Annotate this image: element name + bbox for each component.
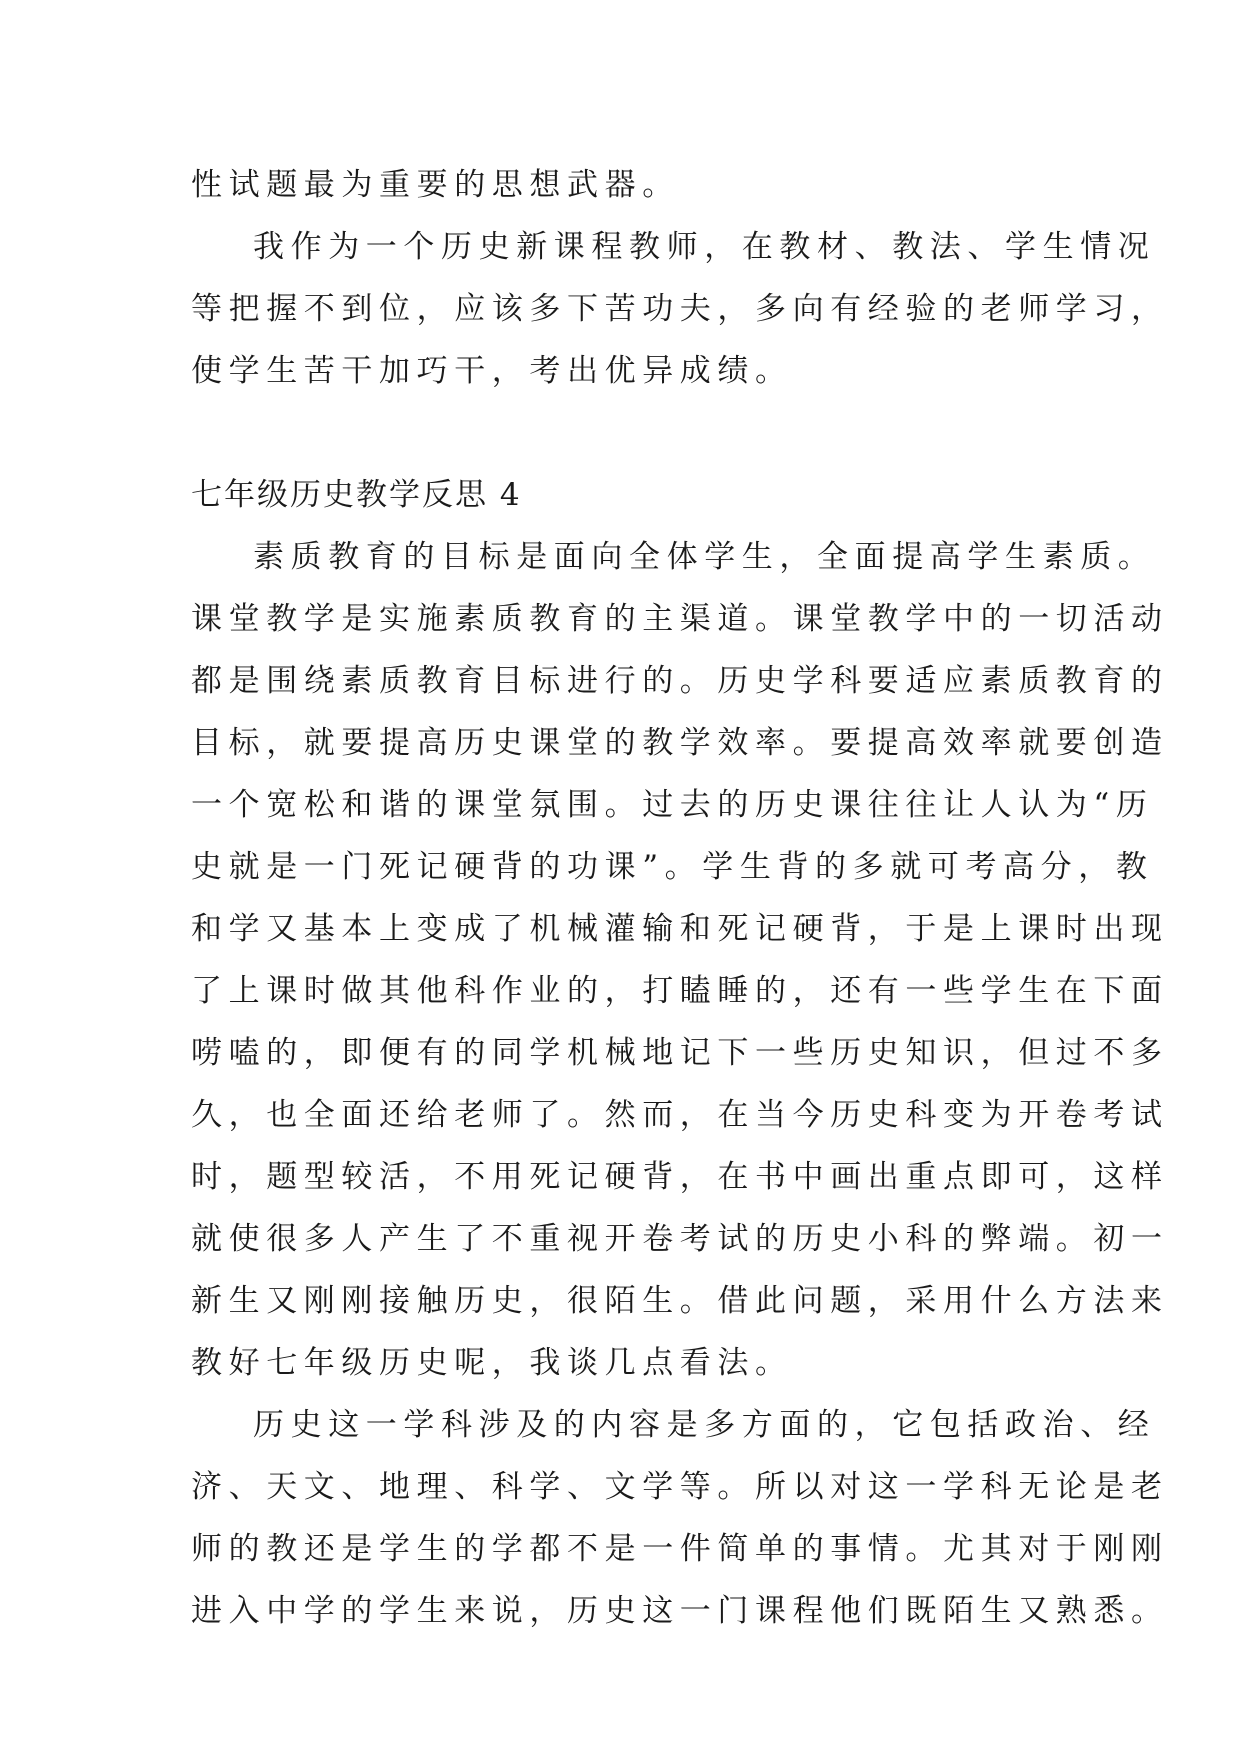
text-line: 目标，就要提高历史课堂的教学效率。要提高效率就要创造: [191, 725, 1169, 761]
text-line: 时，题型较活，不用死记硬背，在书中画出重点即可，这样: [191, 1159, 1169, 1195]
text-line: 久，也全面还给老师了。然而，在当今历史科变为开卷考试: [191, 1097, 1169, 1133]
paragraph-first-line: 历史这一学科涉及的内容是多方面的，它包括政治、经: [253, 1407, 1156, 1443]
text-line: 了上课时做其他科作业的，打瞌睡的，还有一些学生在下面: [191, 973, 1169, 1009]
text-line: 师的教还是学生的学都不是一件简单的事情。尤其对于刚刚: [191, 1531, 1169, 1567]
text-line: 使学生苦干加巧干，考出优异成绩。: [191, 353, 793, 389]
text-line: 等把握不到位，应该多下苦功夫，多向有经验的老师学习，: [191, 291, 1169, 327]
section-heading: 七年级历史教学反思 4: [191, 477, 522, 513]
text-line: 一个宽松和谐的课堂氛围。过去的历史课往往让人认为“历: [191, 787, 1154, 823]
text-line: 教好七年级历史呢，我谈几点看法。: [191, 1345, 793, 1381]
text-line: 课堂教学是实施素质教育的主渠道。课堂教学中的一切活动: [191, 601, 1169, 637]
text-line: 唠嗑的，即便有的同学机械地记下一些历史知识，但过不多: [191, 1035, 1169, 1071]
text-line: 进入中学的学生来说，历史这一门课程他们既陌生又熟悉。: [191, 1593, 1169, 1629]
text-line: 都是围绕素质教育目标进行的。历史学科要适应素质教育的: [191, 663, 1169, 699]
text-line: 就使很多人产生了不重视开卷考试的历史小科的弊端。初一: [191, 1221, 1169, 1257]
text-line: 济、天文、地理、科学、文学等。所以对这一学科无论是老: [191, 1469, 1169, 1505]
text-line: 性试题最为重要的思想武器。: [191, 167, 680, 203]
paragraph-first-line: 我作为一个历史新课程教师，在教材、教法、学生情况: [253, 229, 1156, 265]
text-line: 新生又刚刚接触历史，很陌生。借此问题，采用什么方法来: [191, 1283, 1169, 1319]
text-line: 和学又基本上变成了机械灌输和死记硬背，于是上课时出现: [191, 911, 1169, 947]
text-line: 史就是一门死记硬背的功课”。学生背的多就可考高分，教: [191, 849, 1154, 885]
paragraph-first-line: 素质教育的目标是面向全体学生，全面提高学生素质。: [253, 539, 1156, 575]
